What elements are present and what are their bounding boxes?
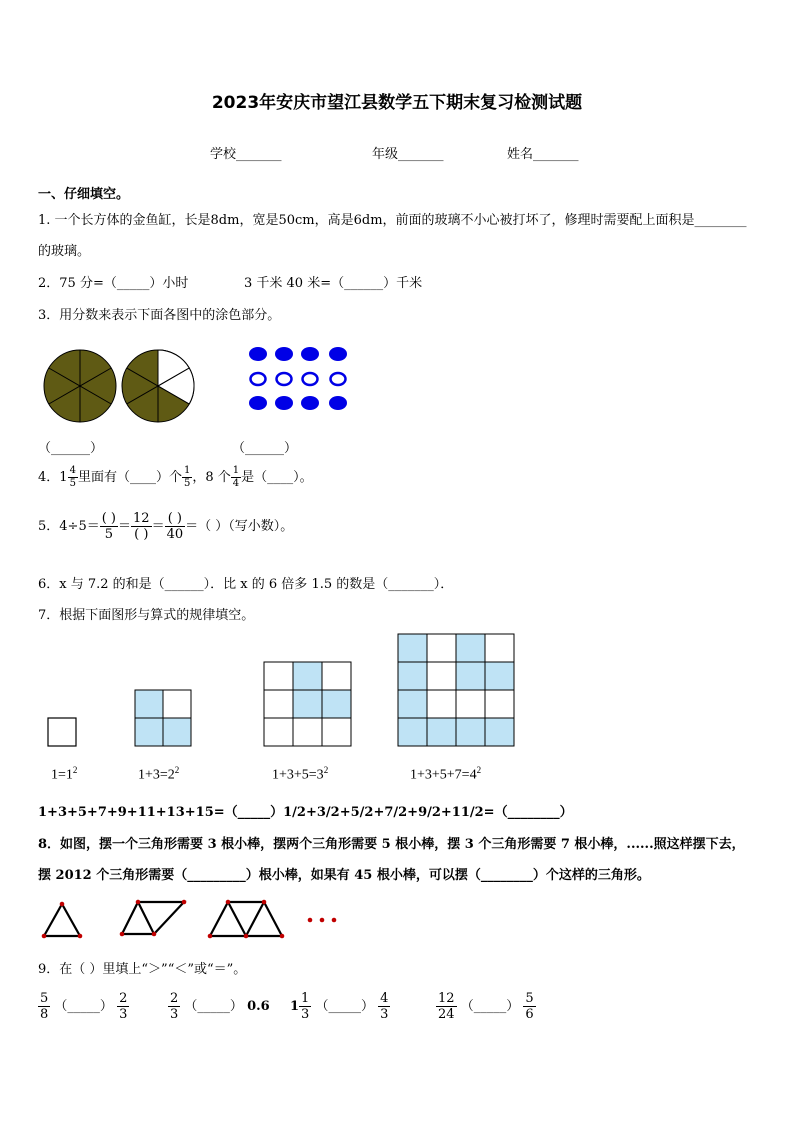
c3-whole: 1 (290, 999, 300, 1014)
c3-left-fraction (299, 992, 311, 1021)
c3-right-fraction (378, 992, 390, 1021)
c1-right-num: 2 (119, 991, 128, 1006)
c2-left-fraction (168, 992, 180, 1021)
question-5 (38, 512, 293, 541)
pattern-caption-3 (272, 765, 328, 784)
pie-partial (122, 350, 194, 422)
c3-right-den: 3 (380, 1007, 389, 1022)
dot-figure (244, 344, 354, 416)
grid-1x1 (48, 718, 76, 746)
q4-fraction-1 (68, 466, 78, 489)
c1-left-fraction (38, 992, 50, 1021)
c1-blank[interactable]: （_____） (54, 999, 113, 1014)
c1-right-den: 3 (119, 1007, 128, 1022)
q5-f2-numerator: 12 (133, 511, 150, 526)
q4-whole: 1 (59, 470, 68, 485)
question-3-text: 3．用分数来表示下面各图中的涂色部分。 (38, 308, 281, 323)
square-pattern-figures (40, 630, 520, 752)
q4-number: 4． (38, 470, 60, 485)
question-3-answer-1[interactable]: （______） (38, 441, 104, 456)
question-3-answer-2[interactable]: （______） (232, 441, 298, 456)
caption-4-text: 1+3+5+7=4 (410, 767, 477, 783)
c2-right-value: 0.6 (247, 999, 270, 1014)
triangles-one (44, 904, 80, 936)
c3-blank[interactable]: （_____） (315, 999, 374, 1014)
caption-1-exponent: 2 (72, 765, 78, 775)
caption-3-exponent: 2 (323, 765, 329, 775)
q4-f1-denominator: 5 (69, 478, 76, 489)
question-9-text: 9．在（ ）里填上“＞”“＜”或“＝”。 (38, 962, 247, 977)
q5-fraction-1 (100, 512, 118, 541)
pie-full (44, 350, 116, 422)
question-7-text: 7．根据下面图形与算式的规律填空。 (38, 608, 255, 623)
c4-right-num: 5 (525, 991, 534, 1006)
triangles-three (210, 902, 282, 936)
c4-left-fraction (436, 992, 457, 1021)
c4-left-num: 12 (438, 991, 455, 1006)
grid-4x4 (398, 634, 514, 746)
c3-left-num: 1 (301, 991, 310, 1006)
q5-fraction-3 (165, 512, 186, 541)
question-8-line1: 8．如图，摆一个三角形需要 3 根小棒，摆两个三角形需要 5 根小棒，摆 3 个三角形需要 7 根小棒，......照这样摆下去， (38, 837, 745, 852)
caption-3-text: 1+3+5=3 (272, 767, 324, 783)
triangles-two (122, 902, 184, 934)
pattern-caption-2 (138, 765, 179, 784)
question-1-line2: 的玻璃。 (38, 244, 91, 259)
q4-text-2: ，8 个 (192, 470, 231, 485)
section-heading: 一、仔细填空。 (38, 187, 130, 202)
q5-f1-numerator[interactable]: ( ) (101, 511, 116, 526)
q4-f1-numerator: 4 (69, 465, 76, 476)
school-field[interactable]: 学校_______ (210, 147, 282, 162)
q5-f2-denominator[interactable]: ( ) (134, 527, 149, 542)
q5-f3-denominator: 40 (166, 527, 184, 542)
c1-left-den: 8 (40, 1007, 49, 1022)
name-field[interactable]: 姓名_______ (507, 147, 579, 162)
q5-fraction-2 (131, 512, 152, 541)
q4-f2-numerator: 1 (183, 465, 191, 476)
question-4 (38, 466, 313, 489)
q4-f3-denominator: 4 (232, 478, 240, 489)
c4-blank[interactable]: （_____） (460, 999, 520, 1014)
q5-tail: ＝（ ）（写小数）。 (185, 519, 294, 534)
grade-field[interactable]: 年级_______ (372, 147, 444, 162)
c3-right-num: 4 (380, 991, 389, 1006)
q5-equals-2: ＝ (151, 519, 165, 534)
q5-f1-denominator: 5 (104, 527, 113, 542)
q4-fraction-3 (231, 466, 241, 489)
q4-fraction-2 (182, 466, 192, 489)
compare-2 (168, 992, 270, 1021)
compare-4 (436, 992, 536, 1021)
c4-right-fraction (523, 992, 535, 1021)
compare-1 (38, 992, 129, 1021)
c2-left-num: 2 (170, 991, 179, 1006)
caption-4-exponent: 2 (476, 765, 482, 775)
c4-left-den: 24 (438, 1007, 455, 1022)
stick-triangle-figures (38, 896, 348, 944)
q5-f3-numerator[interactable]: ( ) (165, 512, 186, 527)
q5-lead: 4÷5＝ (59, 519, 100, 534)
grid-3x3 (264, 662, 351, 746)
q4-text-1: 里面有（____）个 (77, 470, 182, 485)
grid-2x2 (135, 690, 191, 746)
q5-equals-1: ＝ (118, 519, 132, 534)
pattern-caption-1 (51, 765, 77, 784)
c2-left-den: 3 (170, 1007, 179, 1022)
question-2b: 3 千米 40 米=（______）千米 (244, 276, 423, 291)
c3-left-den: 3 (301, 1007, 310, 1022)
q4-f2-denominator: 5 (183, 478, 191, 489)
caption-2-text: 1+3=2 (138, 767, 175, 783)
c1-left-num: 5 (40, 991, 49, 1006)
question-8-line2: 摆 2012 个三角形需要（_________）根小棒，如果有 45 根小棒，可以摆（________）个这样的三角形。 (38, 868, 650, 883)
q4-f3-numerator: 1 (232, 465, 240, 476)
q4-text-3: 是（____）。 (241, 470, 313, 485)
q5-number: 5． (38, 519, 60, 534)
question-6: 6．x 与 7.2 的和是（______）．比 x 的 6 倍多 1.5 的数是（_______）． (38, 577, 454, 592)
c4-right-den: 6 (525, 1007, 534, 1022)
compare-3 (290, 992, 390, 1021)
pie-figures (40, 346, 196, 426)
page-title: 2023年安庆市望江县数学五下期末复习检测试题 (211, 93, 583, 113)
caption-1-text: 1=1 (51, 767, 73, 783)
c1-right-fraction (117, 992, 129, 1021)
pattern-caption-4 (410, 765, 481, 784)
c2-blank[interactable]: （_____） (184, 999, 243, 1014)
question-7-line: 1+3+5+7+9+11+13+15=（_____）1/2+3/2+5/2+7/2+9/2+11/2=（________） (38, 805, 573, 820)
question-2a: 2．75 分=（_____）小时 (38, 276, 189, 291)
question-1-line1: 1. 一个长方体的金鱼缸，长是8dm，宽是50cm，高是6dm，前面的玻璃不小心被打坏了，修理时需要配上面积是________ (38, 213, 747, 228)
caption-2-exponent: 2 (174, 765, 180, 775)
